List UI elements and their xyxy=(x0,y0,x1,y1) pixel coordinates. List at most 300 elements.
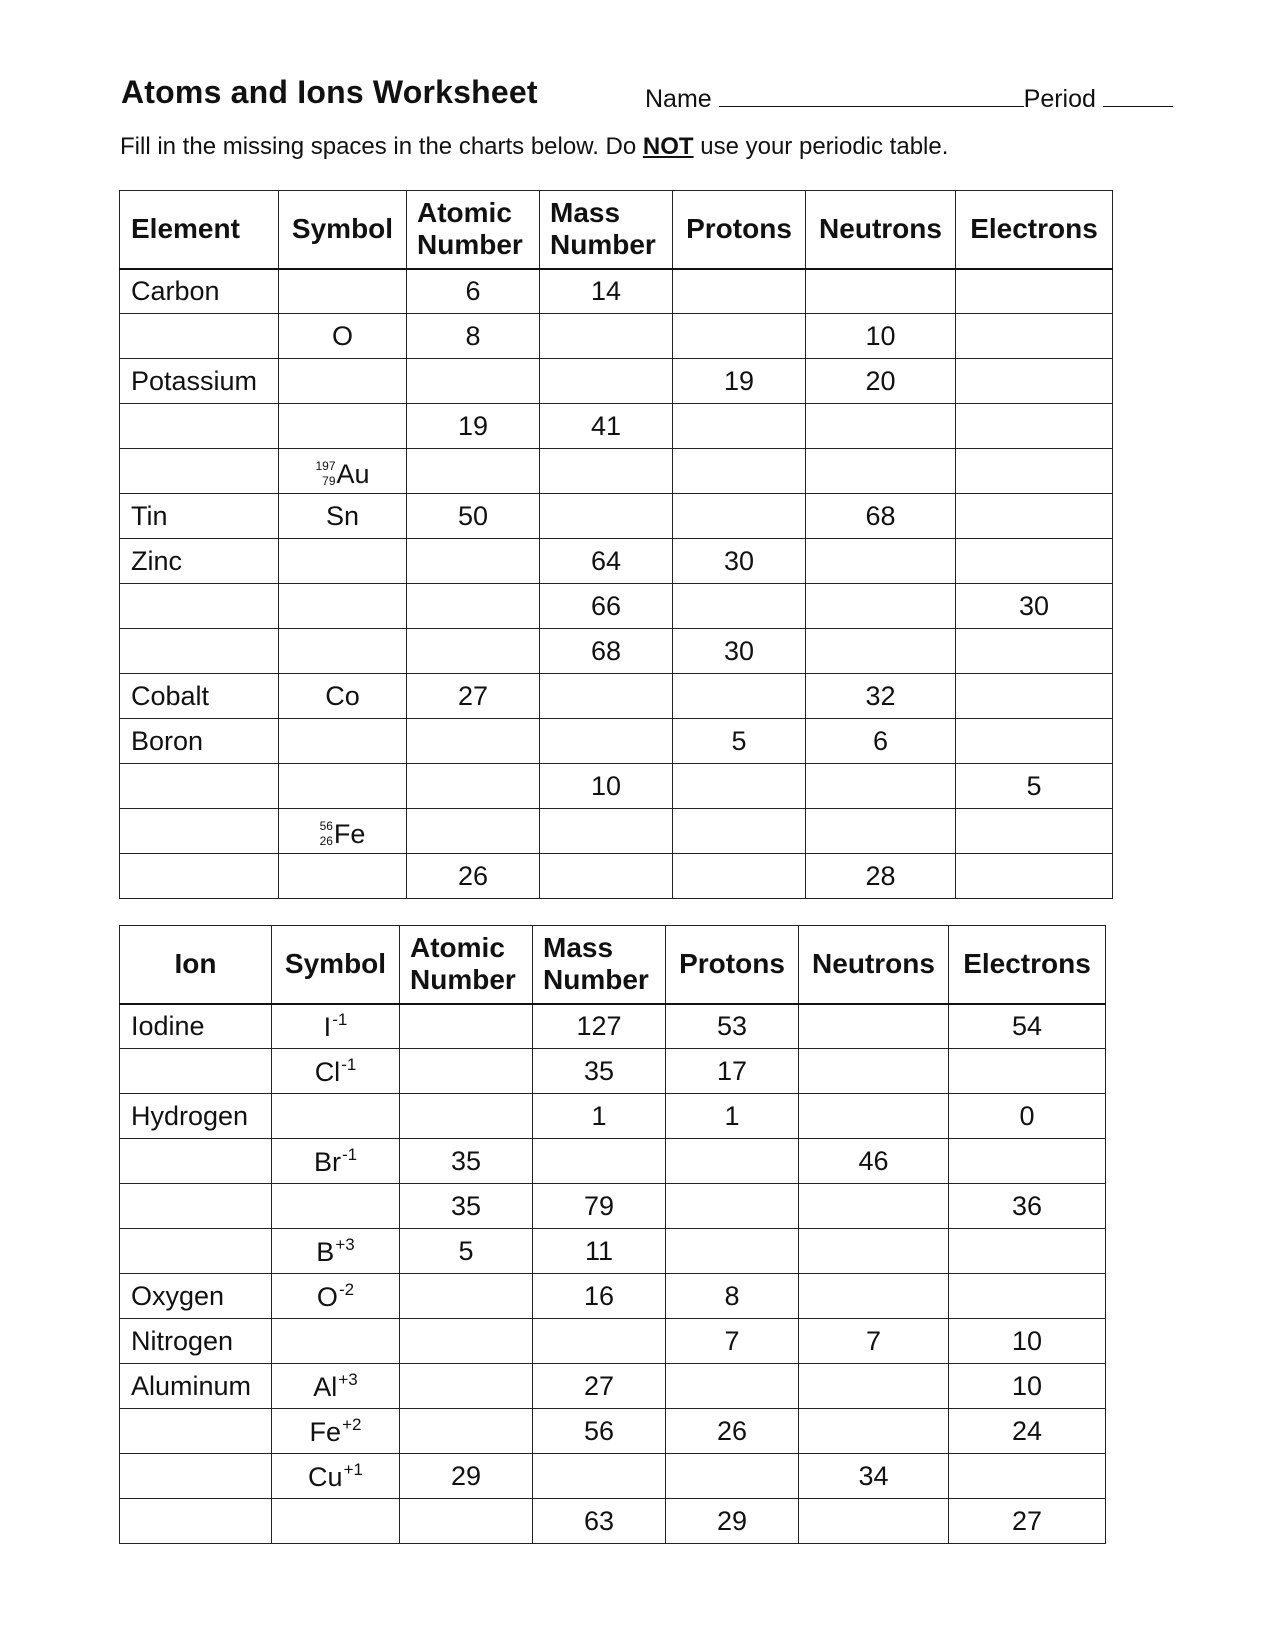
element-cell-value: Carbon xyxy=(131,275,220,306)
ion-name-cell[interactable] xyxy=(120,1139,272,1184)
neutrons-cell[interactable] xyxy=(806,359,956,404)
protons-cell-value: 29 xyxy=(716,1505,748,1536)
symbol-cell[interactable] xyxy=(279,314,407,359)
neutrons-cell[interactable] xyxy=(799,1364,949,1409)
mass-number-cell[interactable] xyxy=(540,539,673,584)
mass-number-cell[interactable] xyxy=(540,494,673,539)
ion-element-symbol: Cu xyxy=(308,1461,343,1492)
symbol-cell[interactable] xyxy=(272,1004,400,1049)
ion-symbol xyxy=(313,1144,358,1177)
ion-symbol xyxy=(316,1279,355,1312)
atomic-number-cell[interactable] xyxy=(400,1049,533,1094)
neutrons-cell[interactable] xyxy=(806,854,956,899)
neutrons-cell[interactable] xyxy=(806,449,956,494)
mass-number-cell[interactable] xyxy=(533,1274,666,1319)
ion-element-symbol: O xyxy=(316,1281,338,1312)
neutrons-cell-value: 10 xyxy=(865,320,896,351)
mass-number-cell[interactable] xyxy=(533,1499,666,1544)
ion-name-cell-value: Iodine xyxy=(131,1010,205,1041)
electrons-cell-value: 0 xyxy=(1019,1100,1035,1131)
ion-row xyxy=(120,1454,1106,1499)
ion-name-cell[interactable] xyxy=(120,1454,272,1499)
neutrons-cell[interactable] xyxy=(799,1319,949,1364)
symbol-cell[interactable] xyxy=(272,1274,400,1319)
mass-number-cell[interactable] xyxy=(540,584,673,629)
atomic-number-cell[interactable] xyxy=(407,269,540,314)
neutrons-cell[interactable] xyxy=(806,719,956,764)
protons-cell[interactable] xyxy=(666,1499,799,1544)
ion-symbol xyxy=(335,1192,336,1222)
symbol-cell-value: Co xyxy=(325,680,360,711)
ion-symbol xyxy=(335,1102,336,1132)
electrons-cell-value: 10 xyxy=(1011,1370,1043,1401)
electrons-cell[interactable] xyxy=(956,494,1113,539)
mass-number-cell[interactable] xyxy=(533,1184,666,1229)
header-electrons: Electrons xyxy=(949,926,1106,1004)
element-cell[interactable] xyxy=(120,404,279,449)
protons-cell-value: 30 xyxy=(723,635,755,666)
ion-symbol xyxy=(313,1369,358,1402)
protons-cell[interactable] xyxy=(666,1004,799,1049)
protons-cell[interactable] xyxy=(666,1364,799,1409)
mass-number-cell[interactable] xyxy=(540,449,673,494)
ion-element-symbol: I xyxy=(323,1011,332,1042)
electrons-cell[interactable] xyxy=(949,1004,1106,1049)
atomic-number-cell[interactable] xyxy=(400,1004,533,1049)
symbol-cell[interactable] xyxy=(272,1319,400,1364)
ion-symbol xyxy=(335,1507,336,1537)
neutrons-cell[interactable] xyxy=(799,1184,949,1229)
atom-row xyxy=(120,449,1113,494)
atomic-number-cell[interactable] xyxy=(400,1364,533,1409)
ion-element-symbol: Fe xyxy=(309,1416,342,1447)
atom-row xyxy=(120,269,1113,314)
protons-cell[interactable] xyxy=(673,719,806,764)
ion-symbol xyxy=(308,1459,363,1492)
atomic-number-cell[interactable] xyxy=(407,494,540,539)
ion-element-symbol: Br xyxy=(313,1146,341,1177)
protons-cell[interactable] xyxy=(673,314,806,359)
protons-cell[interactable] xyxy=(673,269,806,314)
mass-number-cell-value: 16 xyxy=(583,1280,615,1311)
ion-row xyxy=(120,1139,1106,1184)
electrons-cell-value: 5 xyxy=(1026,770,1042,801)
atom-row xyxy=(120,539,1113,584)
nuclide-symbol: Au xyxy=(336,458,370,489)
electrons-cell[interactable] xyxy=(956,539,1113,584)
protons-cell[interactable] xyxy=(673,629,806,674)
atomic-number-cell-value: 35 xyxy=(450,1190,482,1221)
atomic-number-cell[interactable] xyxy=(400,1184,533,1229)
ion-name-cell[interactable] xyxy=(120,1049,272,1094)
electrons-cell-value: 30 xyxy=(1018,590,1050,621)
neutrons-cell-value: 6 xyxy=(872,725,889,756)
electrons-cell[interactable] xyxy=(949,1094,1106,1139)
protons-cell[interactable] xyxy=(666,1319,799,1364)
mass-number-cell[interactable] xyxy=(533,1409,666,1454)
header-element: Element xyxy=(120,191,279,269)
header-atomic-line-2: Number xyxy=(410,964,516,996)
mass-number-cell[interactable] xyxy=(540,269,673,314)
mass-number-cell[interactable] xyxy=(540,629,673,674)
atom-row xyxy=(120,629,1113,674)
element-cell-value: Zinc xyxy=(131,545,183,576)
mass-number-cell[interactable] xyxy=(533,1364,666,1409)
symbol-cell-value: O xyxy=(331,320,353,351)
neutrons-cell[interactable] xyxy=(806,314,956,359)
electrons-cell[interactable] xyxy=(949,1049,1106,1094)
ion-charge: -2 xyxy=(338,1279,355,1299)
ion-name-cell[interactable] xyxy=(120,1184,272,1229)
header-protons: Protons xyxy=(666,926,799,1004)
neutrons-cell[interactable] xyxy=(799,1499,949,1544)
electrons-cell[interactable] xyxy=(956,404,1113,449)
neutrons-cell[interactable] xyxy=(806,494,956,539)
protons-cell[interactable] xyxy=(673,539,806,584)
atomic-number-cell[interactable] xyxy=(407,629,540,674)
symbol-cell[interactable] xyxy=(272,1229,400,1274)
electrons-cell[interactable] xyxy=(949,1319,1106,1364)
atomic-number-cell-value: 27 xyxy=(457,680,489,711)
atomic-number-cell-value: 8 xyxy=(465,320,481,351)
atomic-number-cell[interactable] xyxy=(400,1139,533,1184)
worksheet-title: Atoms and Ions Worksheet xyxy=(121,74,538,110)
header-atomic-line-1: Atomic xyxy=(410,932,505,964)
header-neutrons: Neutrons xyxy=(806,191,956,269)
symbol-cell[interactable] xyxy=(279,449,407,494)
symbol-cell[interactable] xyxy=(279,764,407,809)
ion-symbol xyxy=(314,1054,357,1087)
electrons-cell-value: 36 xyxy=(1011,1190,1043,1221)
nuclide-mass-number: 197 xyxy=(315,459,336,474)
atom-row xyxy=(120,494,1113,539)
atoms-table xyxy=(119,190,1113,899)
protons-cell[interactable] xyxy=(666,1454,799,1499)
header-atomic-line-2: Number xyxy=(417,229,523,261)
neutrons-cell[interactable] xyxy=(806,269,956,314)
element-cell[interactable] xyxy=(120,314,279,359)
symbol-cell[interactable] xyxy=(279,629,407,674)
ion-name-cell-value: Oxygen xyxy=(131,1280,225,1311)
nuclide-notation xyxy=(315,459,369,490)
atom-row xyxy=(120,359,1113,404)
header-ion: Ion xyxy=(120,926,272,1004)
symbol-cell[interactable] xyxy=(272,1454,400,1499)
ion-charge: +1 xyxy=(343,1459,363,1479)
symbol-cell[interactable] xyxy=(279,359,407,404)
header-electrons: Electrons xyxy=(956,191,1113,269)
atomic-number-cell[interactable] xyxy=(407,809,540,854)
mass-number-cell-value: 66 xyxy=(590,590,622,621)
neutrons-cell[interactable] xyxy=(806,629,956,674)
mass-number-cell[interactable] xyxy=(540,404,673,449)
symbol-cell[interactable] xyxy=(279,674,407,719)
symbol-cell[interactable] xyxy=(279,809,407,854)
ion-symbol xyxy=(316,1234,355,1267)
neutrons-cell[interactable] xyxy=(799,1454,949,1499)
protons-cell[interactable] xyxy=(673,494,806,539)
neutrons-cell[interactable] xyxy=(799,1004,949,1049)
symbol-cell[interactable] xyxy=(272,1094,400,1139)
instructions xyxy=(120,133,948,161)
ion-symbol xyxy=(335,1327,336,1357)
mass-number-cell[interactable] xyxy=(540,854,673,899)
header-neutrons: Neutrons xyxy=(799,926,949,1004)
electrons-cell[interactable] xyxy=(956,359,1113,404)
electrons-cell[interactable] xyxy=(949,1499,1106,1544)
mass-number-cell[interactable] xyxy=(533,1454,666,1499)
ion-name-cell[interactable] xyxy=(120,1409,272,1454)
protons-cell[interactable] xyxy=(666,1094,799,1139)
mass-number-cell-value: 27 xyxy=(583,1370,615,1401)
atomic-number-cell[interactable] xyxy=(407,584,540,629)
atomic-number-cell-value: 35 xyxy=(450,1145,482,1176)
protons-cell-value: 7 xyxy=(724,1325,740,1356)
instructions-text-after: use your periodic table. xyxy=(700,133,949,160)
neutrons-cell[interactable] xyxy=(799,1409,949,1454)
element-cell-value: Cobalt xyxy=(131,680,210,711)
mass-number-cell[interactable] xyxy=(540,674,673,719)
atomic-number-cell[interactable] xyxy=(400,1094,533,1139)
atom-row xyxy=(120,404,1113,449)
name-input-line[interactable] xyxy=(719,82,1024,107)
ion-symbol xyxy=(323,1009,348,1042)
electrons-cell-value: 10 xyxy=(1011,1325,1043,1356)
atomic-number-cell[interactable] xyxy=(400,1499,533,1544)
ion-row xyxy=(120,1364,1106,1409)
neutrons-cell[interactable] xyxy=(806,404,956,449)
symbol-cell[interactable] xyxy=(272,1139,400,1184)
atom-row xyxy=(120,764,1113,809)
mass-number-cell[interactable] xyxy=(540,809,673,854)
electrons-cell-value: 24 xyxy=(1011,1415,1043,1446)
protons-cell[interactable] xyxy=(666,1409,799,1454)
electrons-cell[interactable] xyxy=(949,1454,1106,1499)
ion-element-symbol: Al xyxy=(313,1371,338,1402)
neutrons-cell[interactable] xyxy=(806,764,956,809)
electrons-cell[interactable] xyxy=(956,314,1113,359)
element-cell[interactable] xyxy=(120,359,279,404)
symbol-cell[interactable] xyxy=(279,494,407,539)
instructions-text-before: Fill in the missing spaces in the charts below. Do xyxy=(120,133,637,160)
neutrons-cell[interactable] xyxy=(806,809,956,854)
protons-cell[interactable] xyxy=(673,854,806,899)
electrons-cell[interactable] xyxy=(956,764,1113,809)
electrons-cell[interactable] xyxy=(949,1364,1106,1409)
element-cell[interactable] xyxy=(120,539,279,584)
atom-row xyxy=(120,584,1113,629)
protons-cell[interactable] xyxy=(673,404,806,449)
symbol-cell[interactable] xyxy=(279,539,407,584)
electrons-cell[interactable] xyxy=(956,629,1113,674)
ion-name-cell[interactable] xyxy=(120,1319,272,1364)
element-cell[interactable] xyxy=(120,674,279,719)
electrons-cell[interactable] xyxy=(956,269,1113,314)
element-cell-value: Boron xyxy=(131,725,204,756)
period-input-line[interactable] xyxy=(1103,82,1173,107)
protons-cell[interactable] xyxy=(666,1274,799,1319)
mass-number-cell[interactable] xyxy=(533,1229,666,1274)
mass-number-cell[interactable] xyxy=(533,1139,666,1184)
mass-number-cell-value: 10 xyxy=(590,770,622,801)
mass-number-cell-value: 14 xyxy=(590,275,622,306)
electrons-cell[interactable] xyxy=(956,584,1113,629)
ion-name-cell[interactable] xyxy=(120,1004,272,1049)
ion-row xyxy=(120,1409,1106,1454)
name-label: Name xyxy=(645,85,712,113)
element-cell[interactable] xyxy=(120,494,279,539)
protons-cell[interactable] xyxy=(666,1184,799,1229)
header-protons: Protons xyxy=(673,191,806,269)
mass-number-cell[interactable] xyxy=(533,1094,666,1139)
neutrons-cell[interactable] xyxy=(799,1274,949,1319)
neutrons-cell[interactable] xyxy=(799,1049,949,1094)
atomic-number-cell[interactable] xyxy=(400,1319,533,1364)
protons-cell-value: 30 xyxy=(723,545,755,576)
electrons-cell[interactable] xyxy=(956,809,1113,854)
protons-cell[interactable] xyxy=(673,674,806,719)
element-cell-value: Tin xyxy=(131,500,168,531)
electrons-cell[interactable] xyxy=(949,1409,1106,1454)
atomic-number-cell[interactable] xyxy=(400,1274,533,1319)
neutrons-cell-value: 46 xyxy=(858,1145,889,1176)
atom-row xyxy=(120,314,1113,359)
atomic-number-cell[interactable] xyxy=(407,404,540,449)
mass-number-cell[interactable] xyxy=(533,1049,666,1094)
atomic-number-cell[interactable] xyxy=(407,359,540,404)
atomic-number-cell[interactable] xyxy=(407,854,540,899)
neutrons-cell[interactable] xyxy=(806,539,956,584)
ion-name-cell[interactable] xyxy=(120,1094,272,1139)
atomic-number-cell[interactable] xyxy=(407,314,540,359)
neutrons-cell[interactable] xyxy=(806,674,956,719)
atomic-number-cell[interactable] xyxy=(407,764,540,809)
symbol-cell[interactable] xyxy=(272,1409,400,1454)
neutrons-cell-value: 68 xyxy=(865,500,896,531)
neutrons-cell[interactable] xyxy=(799,1139,949,1184)
ion-charge: +2 xyxy=(342,1414,362,1434)
mass-number-cell-value: 63 xyxy=(583,1505,615,1536)
ion-row xyxy=(120,1229,1106,1274)
protons-cell[interactable] xyxy=(673,359,806,404)
neutrons-cell[interactable] xyxy=(799,1229,949,1274)
ion-element-symbol: B xyxy=(316,1236,335,1267)
electrons-cell[interactable] xyxy=(956,674,1113,719)
symbol-cell[interactable] xyxy=(279,404,407,449)
protons-cell[interactable] xyxy=(666,1049,799,1094)
atomic-number-cell-value: 26 xyxy=(457,860,489,891)
mass-number-cell-value: 41 xyxy=(590,410,622,441)
ion-symbol xyxy=(309,1414,362,1447)
ion-name-cell[interactable] xyxy=(120,1274,272,1319)
atomic-number-cell[interactable] xyxy=(407,449,540,494)
neutrons-cell[interactable] xyxy=(806,584,956,629)
nuclide-atomic-number: 79 xyxy=(322,474,336,489)
mass-number-cell[interactable] xyxy=(540,359,673,404)
symbol-cell[interactable] xyxy=(272,1184,400,1229)
atomic-number-cell[interactable] xyxy=(407,539,540,584)
ion-name-cell[interactable] xyxy=(120,1364,272,1409)
protons-cell[interactable] xyxy=(673,584,806,629)
ion-row xyxy=(120,1049,1106,1094)
symbol-cell[interactable] xyxy=(279,854,407,899)
atomic-number-cell[interactable] xyxy=(400,1229,533,1274)
neutrons-cell[interactable] xyxy=(799,1094,949,1139)
ion-name-cell-value: Nitrogen xyxy=(131,1325,234,1356)
electrons-cell[interactable] xyxy=(949,1184,1106,1229)
element-cell[interactable] xyxy=(120,809,279,854)
atomic-number-cell[interactable] xyxy=(407,719,540,764)
atomic-number-cell[interactable] xyxy=(400,1409,533,1454)
electrons-cell[interactable] xyxy=(949,1139,1106,1184)
symbol-cell[interactable] xyxy=(272,1499,400,1544)
electrons-cell[interactable] xyxy=(956,449,1113,494)
element-cell[interactable] xyxy=(120,269,279,314)
protons-cell[interactable] xyxy=(666,1229,799,1274)
header-symbol: Symbol xyxy=(279,191,407,269)
ion-row xyxy=(120,1004,1106,1049)
element-cell[interactable] xyxy=(120,719,279,764)
symbol-cell[interactable] xyxy=(272,1364,400,1409)
symbol-cell[interactable] xyxy=(279,719,407,764)
protons-cell-value: 17 xyxy=(716,1055,748,1086)
neutrons-cell-value: 34 xyxy=(858,1460,889,1491)
protons-cell-value: 1 xyxy=(724,1100,740,1131)
element-cell[interactable] xyxy=(120,629,279,674)
mass-number-cell-value: 127 xyxy=(576,1010,622,1041)
header-mass-line-1: Mass xyxy=(543,932,614,964)
mass-number-cell[interactable] xyxy=(533,1004,666,1049)
atomic-number-cell[interactable] xyxy=(400,1454,533,1499)
electrons-cell[interactable] xyxy=(956,854,1113,899)
symbol-cell[interactable] xyxy=(272,1049,400,1094)
protons-cell[interactable] xyxy=(673,764,806,809)
symbol-cell-value: Sn xyxy=(325,500,360,531)
element-cell[interactable] xyxy=(120,764,279,809)
electrons-cell-value: 54 xyxy=(1011,1010,1043,1041)
mass-number-cell[interactable] xyxy=(540,764,673,809)
nuclide-scripts xyxy=(315,459,335,489)
electrons-cell[interactable] xyxy=(949,1274,1106,1319)
electrons-cell[interactable] xyxy=(949,1229,1106,1274)
symbol-cell[interactable] xyxy=(279,269,407,314)
atomic-number-cell-value: 5 xyxy=(458,1235,474,1266)
ion-element-symbol: Cl xyxy=(314,1056,341,1087)
protons-cell[interactable] xyxy=(673,809,806,854)
atomic-number-cell[interactable] xyxy=(407,674,540,719)
ion-name-cell[interactable] xyxy=(120,1229,272,1274)
mass-number-cell[interactable] xyxy=(540,314,673,359)
protons-cell[interactable] xyxy=(666,1139,799,1184)
ion-row xyxy=(120,1274,1106,1319)
electrons-cell[interactable] xyxy=(956,719,1113,764)
symbol-cell[interactable] xyxy=(279,584,407,629)
mass-number-cell[interactable] xyxy=(533,1319,666,1364)
protons-cell[interactable] xyxy=(673,449,806,494)
element-cell[interactable] xyxy=(120,854,279,899)
mass-number-cell-value: 35 xyxy=(583,1055,615,1086)
mass-number-cell[interactable] xyxy=(540,719,673,764)
element-cell[interactable] xyxy=(120,449,279,494)
element-cell[interactable] xyxy=(120,584,279,629)
instructions-emphasis: NOT xyxy=(642,133,694,160)
ion-charge: -1 xyxy=(332,1009,348,1029)
ion-name-cell[interactable] xyxy=(120,1499,272,1544)
ions-header-row xyxy=(120,926,1106,1004)
header-mass-line-2: Number xyxy=(543,964,649,996)
atoms-header-row xyxy=(120,191,1113,269)
mass-number-cell-value: 1 xyxy=(591,1100,607,1131)
